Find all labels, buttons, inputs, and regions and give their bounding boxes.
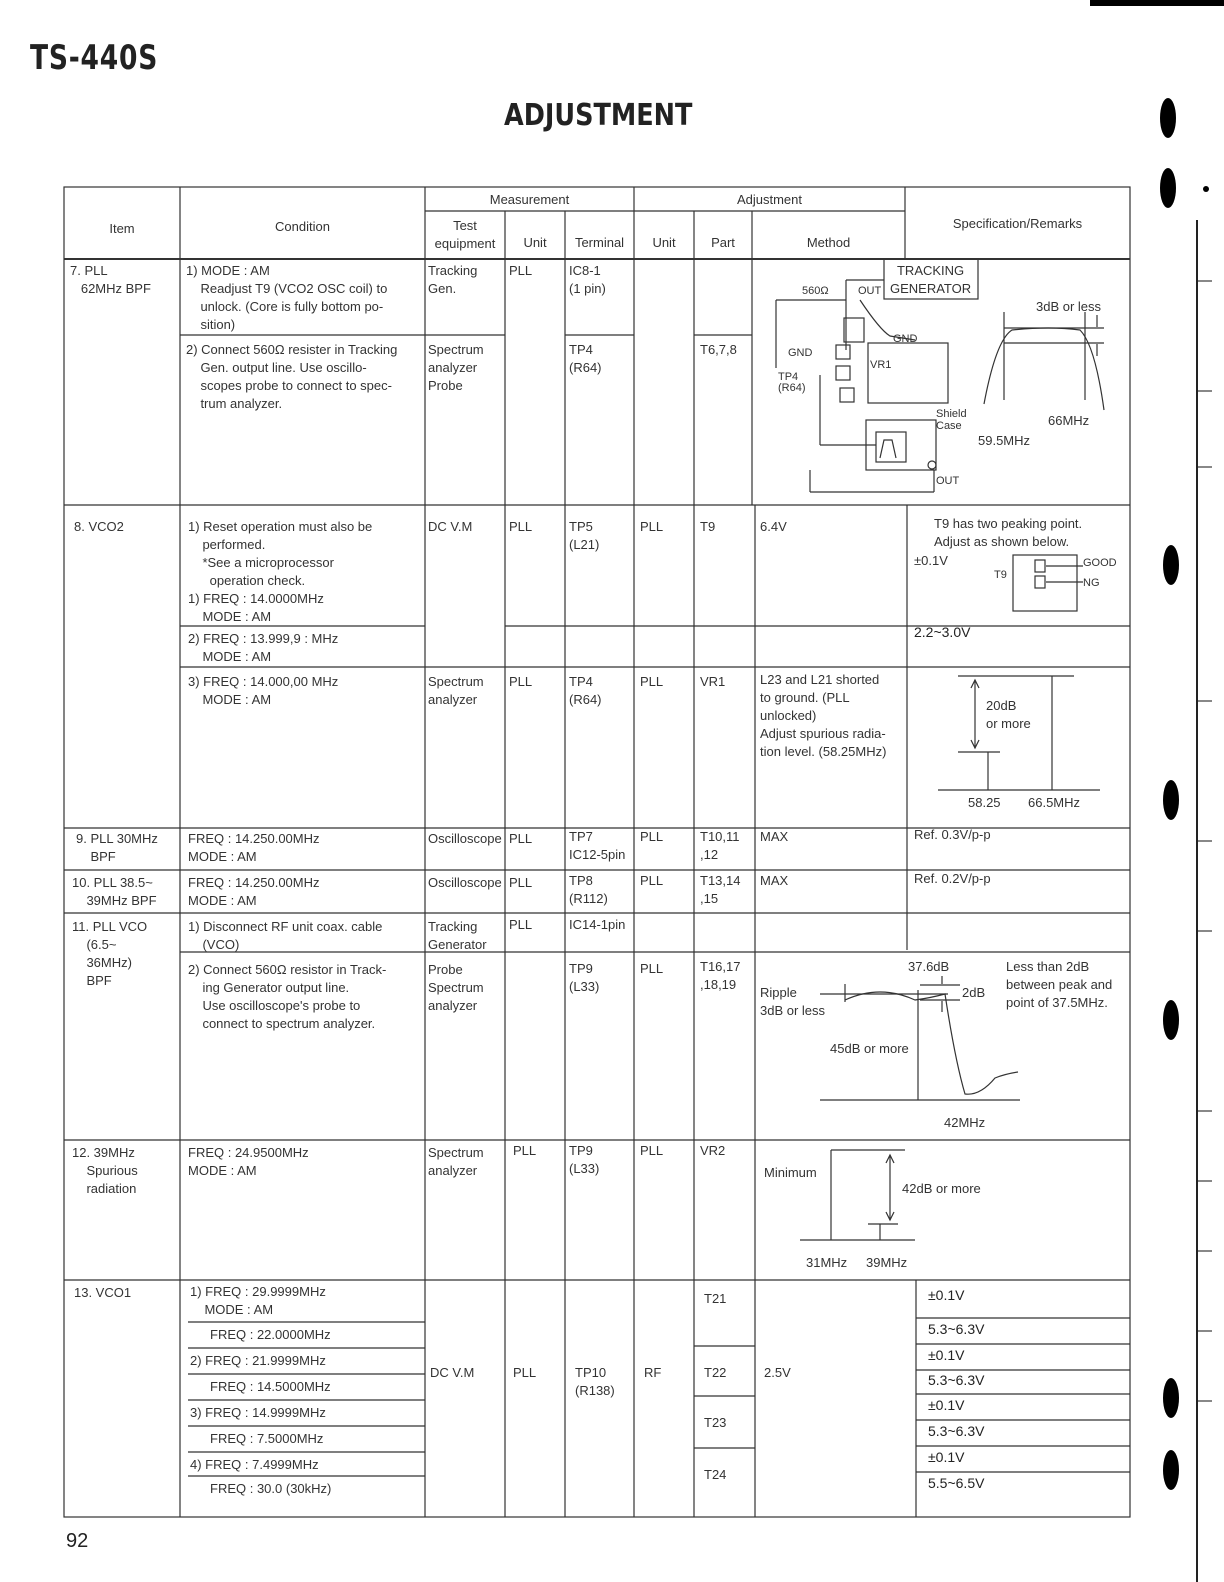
r13-adj: RF xyxy=(644,1365,662,1380)
spurious-39mhz-diagram xyxy=(800,1150,915,1240)
r9-adj: PLL xyxy=(640,829,664,844)
r8-cond1: 1) Reset operation must also be performed. *See a microprocessor operation check. 1) FREQ : 14.0000MHz MODE : AM xyxy=(188,519,373,624)
header-unit: Unit xyxy=(523,235,547,250)
r13-s5: ±0.1V xyxy=(928,1397,965,1413)
r11-less2: Less than 2dB between peak and point of 37.5MHz. xyxy=(1006,959,1113,1010)
r8-item: 8. VCO2 xyxy=(74,519,124,534)
header-part: Part xyxy=(711,235,735,250)
r12-cond: FREQ : 24.9500MHz MODE : AM xyxy=(188,1145,309,1178)
r9-cond: FREQ : 14.250.00MHz MODE : AM xyxy=(188,831,320,864)
r7-eq1: Tracking Gen. xyxy=(428,263,478,296)
header-condition: Condition xyxy=(275,219,330,234)
r8-part1: T9 xyxy=(700,519,716,534)
header-adj-unit: Unit xyxy=(652,235,676,250)
r8-eq3: Spectrum analyzer xyxy=(428,674,484,707)
r8-term1: TP5 (L21) xyxy=(569,519,600,552)
header-measurement: Measurement xyxy=(489,192,570,207)
r8-spec1b: ±0.1V xyxy=(914,553,948,568)
r8-cond3: 3) FREQ : 14.000,00 MHz MODE : AM xyxy=(188,674,339,707)
page-number: 92 xyxy=(66,1530,89,1552)
r7-tp4-label: TP4 (R64) xyxy=(778,371,806,394)
r13-c4: FREQ : 14.5000MHz xyxy=(210,1379,331,1394)
r8-spec1: T9 has two peaking point. Adjust as shown below. xyxy=(934,516,1083,549)
r8-adj3: PLL xyxy=(640,674,664,689)
t9-peaking-diagram xyxy=(1013,555,1083,611)
r13-p4: T24 xyxy=(704,1467,727,1482)
r10-adj: PLL xyxy=(640,873,664,888)
r11-2db: 2dB xyxy=(962,985,986,1000)
r7-item: 7. PLL 62MHz BPF xyxy=(70,263,151,296)
r7-shield-label: Shield Case xyxy=(936,408,967,432)
r11-adj: PLL xyxy=(640,961,664,976)
r11-eq2: Probe Spectrum analyzer xyxy=(428,962,484,1013)
r8-t9-label: T9 xyxy=(994,569,1007,581)
r10-term: TP8 (R112) xyxy=(569,873,608,906)
r9-spec: Ref. 0.3V/p-p xyxy=(914,827,991,842)
r11-term2: TP9 (L33) xyxy=(569,961,600,994)
r9-unit: PLL xyxy=(509,831,533,846)
r9-eq: Oscilloscope xyxy=(428,831,502,846)
r13-c6: FREQ : 7.5000MHz xyxy=(210,1431,324,1446)
r13-s4: 5.3~6.3V xyxy=(928,1372,985,1388)
r8-method1: 6.4V xyxy=(760,519,787,534)
r13-item: 13. VCO1 xyxy=(74,1285,132,1300)
r8-term3: TP4 (R64) xyxy=(569,674,602,707)
r13-s7: ±0.1V xyxy=(928,1449,965,1465)
r13-unit: PLL xyxy=(513,1365,537,1380)
r11-45db: 45dB or more xyxy=(830,1041,909,1056)
r9-item: 9. PLL 30MHz BPF xyxy=(76,831,158,864)
r8-ng-label: NG xyxy=(1083,577,1100,589)
r11-ripple: Ripple 3dB or less xyxy=(760,985,826,1018)
r10-eq: Oscilloscope xyxy=(428,875,502,890)
r9-method: MAX xyxy=(760,829,789,844)
r13-term: TP10 (R138) xyxy=(575,1365,615,1398)
header-method: Method xyxy=(806,235,851,250)
r7-595mhz-label: 59.5MHz xyxy=(978,433,1031,448)
r13-s6: 5.3~6.3V xyxy=(928,1423,985,1439)
r7-vr1-label: VR1 xyxy=(870,359,892,371)
r10-spec: Ref. 0.2V/p-p xyxy=(914,871,991,886)
r8-adj1: PLL xyxy=(640,519,664,534)
r12-item: 12. 39MHz Spurious radiation xyxy=(72,1145,138,1196)
r8-cond2: 2) FREQ : 13.999,9 : MHz MODE : AM xyxy=(188,631,339,664)
r7-560-label: 560Ω xyxy=(802,285,829,297)
r7-term1: IC8-1 (1 pin) xyxy=(569,263,606,296)
r8-665-label: 66.5MHz xyxy=(1028,795,1081,810)
r7-gnd2-label: GND xyxy=(893,333,918,345)
r12-adj: PLL xyxy=(640,1143,664,1158)
r13-s2: 5.3~6.3V xyxy=(928,1321,985,1337)
r7-cond1: 1) MODE : AM Readjust T9 (VCO2 OSC coil) to unlock. (Core is fully bottom po- sition) xyxy=(186,263,388,332)
r8-unit3: PLL xyxy=(509,674,533,689)
r7-out-label: OUT xyxy=(858,285,882,297)
r13-s1: ±0.1V xyxy=(928,1287,965,1303)
r12-part: VR2 xyxy=(700,1143,726,1158)
header-adjustment: Adjustment xyxy=(736,192,803,207)
r7-3db-label: 3dB or less xyxy=(1036,299,1102,314)
r11-eq1: Tracking Generator xyxy=(428,919,487,952)
r10-method: MAX xyxy=(760,873,789,888)
r13-c3: 2) FREQ : 21.9999MHz xyxy=(190,1353,326,1368)
header-test-equipment-1: Test xyxy=(453,218,477,233)
header-test-equipment-2: equipment xyxy=(434,236,496,251)
r7-unit: PLL xyxy=(509,263,533,278)
r13-c1: 1) FREQ : 29.9999MHz MODE : AM xyxy=(190,1284,326,1317)
vco-bpf-response-curve xyxy=(820,976,1020,1100)
r9-term: TP7 IC12-5pin xyxy=(569,829,626,862)
r8-spec2: 2.2~3.0V xyxy=(914,624,971,640)
r8-unit1: PLL xyxy=(509,519,533,534)
r8-method3: L23 and L21 shorted to ground. (PLL unlocked) Adjust spurious radia- tion level. (58.25MHz) xyxy=(760,672,887,759)
r11-part: T16,17 ,18,19 xyxy=(700,959,741,992)
r13-c8: FREQ : 30.0 (30kHz) xyxy=(210,1481,332,1496)
r8-5825-label: 58.25 xyxy=(968,795,1001,810)
r11-376db: 37.6dB xyxy=(908,959,950,974)
r13-eq: DC V.M xyxy=(430,1365,475,1380)
r8-good-label: GOOD xyxy=(1083,557,1117,569)
r8-20db-label: 20dB or more xyxy=(986,698,1031,731)
header-terminal: Terminal xyxy=(574,235,625,250)
r12-minimum: Minimum xyxy=(764,1165,817,1180)
r7-cond2: 2) Connect 560Ω resister in Tracking Gen. output line. Use oscillo- scopes probe to connect to spec- trum analyzer. xyxy=(186,342,398,411)
header-spec: Specification/Remarks xyxy=(952,216,1083,231)
r12-42db: 42dB or more xyxy=(902,1181,981,1196)
bpf-response-curve xyxy=(984,312,1104,410)
r10-unit: PLL xyxy=(509,875,533,890)
r9-part: T10,11 ,12 xyxy=(700,829,740,862)
r8-eq1: DC V.M xyxy=(428,519,473,534)
page-title: ADJUSTMENT xyxy=(504,98,693,133)
r12-eq: Spectrum analyzer xyxy=(428,1145,484,1178)
r7-gnd1-label: GND xyxy=(788,347,813,359)
r13-s8: 5.5~6.5V xyxy=(928,1475,985,1491)
r13-s3: ±0.1V xyxy=(928,1347,965,1363)
r7-part: T6,7,8 xyxy=(700,342,737,357)
model-name: TS-440S xyxy=(30,38,159,78)
r11-unit: PLL xyxy=(509,917,533,932)
r13-c7: 4) FREQ : 7.4999MHz xyxy=(190,1457,319,1472)
r13-p1: T21 xyxy=(704,1291,727,1306)
r11-item: 11. PLL VCO (6.5~ 36MHz) BPF xyxy=(72,919,148,988)
r13-p2: T22 xyxy=(704,1365,727,1380)
r12-31mhz: 31MHz xyxy=(806,1255,848,1270)
r13-method: 2.5V xyxy=(764,1365,791,1380)
r7-term2: TP4 (R64) xyxy=(569,342,602,375)
r7-66mhz-label: 66MHz xyxy=(1048,413,1090,428)
r11-cond1: 1) Disconnect RF unit coax. cable (VCO) xyxy=(188,919,383,952)
r10-cond: FREQ : 14.250.00MHz MODE : AM xyxy=(188,875,320,908)
r11-42mhz: 42MHz xyxy=(944,1115,986,1130)
r13-c2: FREQ : 22.0000MHz xyxy=(210,1327,331,1342)
r12-39mhz: 39MHz xyxy=(866,1255,908,1270)
r10-part: T13,14 ,15 xyxy=(700,873,741,906)
r7-tracking-label: TRACKING GENERATOR xyxy=(890,263,972,296)
r10-item: 10. PLL 38.5~ 39MHz BPF xyxy=(72,875,157,908)
header-item: Item xyxy=(109,221,135,236)
r11-term1: IC14-1pin xyxy=(569,917,626,932)
r12-unit: PLL xyxy=(513,1143,537,1158)
r8-part3: VR1 xyxy=(700,674,726,689)
r13-p3: T23 xyxy=(704,1415,727,1430)
r13-c5: 3) FREQ : 14.9999MHz xyxy=(190,1405,326,1420)
r12-term: TP9 (L33) xyxy=(569,1143,600,1176)
r11-cond2: 2) Connect 560Ω resistor in Track- ing Generator output line. Use oscilloscope's probe to connect to spectrum analyzer. xyxy=(188,962,387,1031)
r7-eq2: Spectrum analyzer Probe xyxy=(428,342,484,393)
spurious-diagram xyxy=(938,676,1100,790)
r7-out2-label: OUT xyxy=(936,475,960,487)
